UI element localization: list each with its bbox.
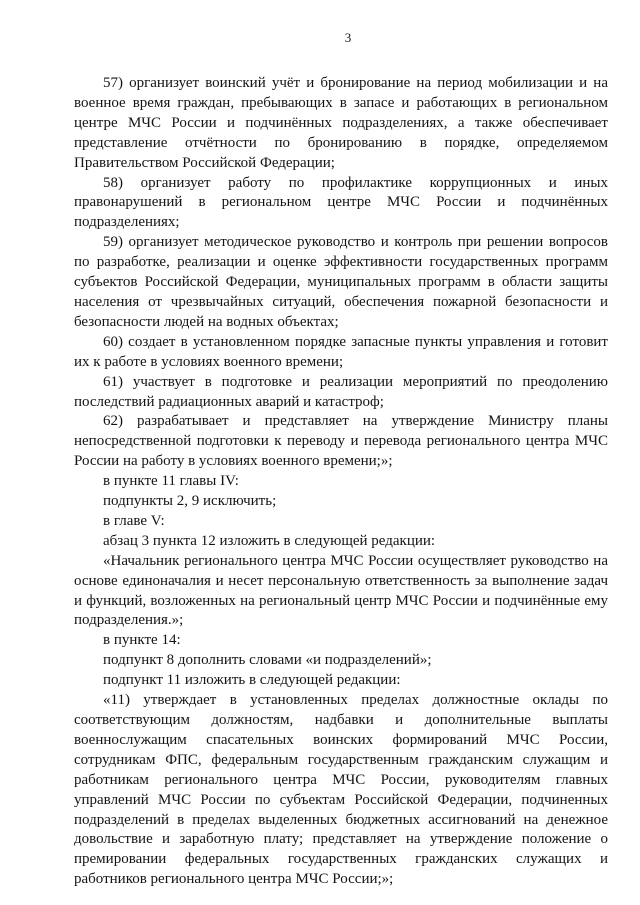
text-line: в главе V: (103, 512, 165, 529)
paragraph: 60) создает в установленном порядке запасные пункты управления и готовит их к работе в условиях военного времени; (74, 333, 608, 370)
text-line: подпункт 11 изложить в следующей редакции: (103, 672, 401, 689)
text-line: в пункте 11 главы IV: (103, 473, 239, 490)
page-number: 3 (344, 30, 352, 45)
paragraph: «Начальник регионального центра МЧС России осуществляет руководство на основе единоначалия и несет персональную ответственность за выполнение задач и функций, возложенных на региональный центр МЧС России и подчинённые ему подразделения.»; (74, 552, 608, 629)
document-body (74, 74, 608, 890)
paragraph: «11) утверждает в установленных пределах должностные оклады по соответствующим должностям, надбавки и дополнительные выплаты военнослужащим спасательных воинских формирований МЧС России, сотрудникам ФПС, федеральным государственным гражданским служащим и работникам регионального центра МЧС России, руководителям главных управлений МЧС России по субъектам Российской Федерации, подчиненных подразделений в пределах выделенных бюджетных ассигнований на денежное довольствие и заработную плату; представляет на утверждение положение о премировании федеральных государственных гражданских служащих и работников регионального центра МЧС России;»; (74, 692, 608, 888)
paragraph: 58) организует работу по профилактике коррупционных и иных правонарушений в региональном центре МЧС России и подчинённых подразделениях; (74, 174, 608, 231)
text-line: в пункте 14: (103, 632, 181, 649)
text-line: подпункты 2, 9 исключить; (103, 493, 277, 510)
text-line: абзац 3 пункта 12 изложить в следующей редакции: (103, 532, 436, 549)
paragraph: 62) разрабатывает и представляет на утверждение Министру планы непосредственной подготовки к переводу и перевода регионального центра МЧС России на работу в условиях военного времени;»; (74, 413, 608, 470)
paragraph: 59) организует методическое руководство и контроль при решении вопросов по разработке, реализации и оценке эффективности государственных программ субъектов Российской Федерации, муниципальных программ в области защиты населения от чрезвычайных ситуаций, обеспечения пожарной безопасности и безопасности людей на водных объектах; (74, 234, 608, 330)
text-line: подпункт 8 дополнить словами «и подразделений»; (103, 652, 432, 669)
paragraph: 57) организует воинский учёт и бронирование на период мобилизации и на военное время граждан, пребывающих в запасе и работающих в региональном центре МЧС России и подчинённых подразделениях, а также обеспечивает представление отчётности по бронированию в порядке, определяемом Правительством Российской Федерации; (74, 75, 608, 171)
paragraph: 61) участвует в подготовке и реализации мероприятий по преодолению последствий радиационных аварий и катастроф; (74, 373, 608, 410)
